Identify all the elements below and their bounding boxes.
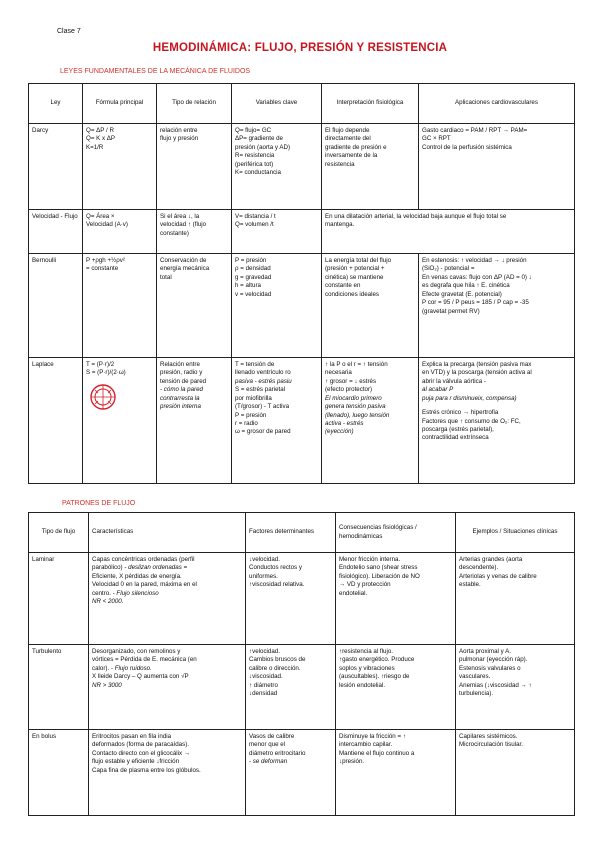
flow-patterns-table bbox=[28, 512, 575, 816]
merged-interpretation-cell: En una dilatación arterial, la velocidad baja aunque el flujo total se mantenga. bbox=[322, 210, 575, 254]
characteristics-cell: Capas concéntricas ordenadas (perfil parabólico) - deslizan ordenadas = Eficiente, X pérdidas de energía. Velocidad 0 en la pared, máxima en el centro. - Flujo silencioso NR < 2000. bbox=[89, 553, 246, 645]
applications-cell: Gasto cardiaco = PAM / RPT → PAM= GC × RPT Control de la perfusión sistémica bbox=[419, 124, 575, 210]
interpretation-cell: ↑ la P o el r = ↑ tensión necesaria ↑ grosor = ↓ estrés (efecto protector) El miocardio primero genera tensión pasiva (llenado), luego tensión activa - estrés (eyección) bbox=[322, 358, 419, 484]
law-name: Velocidad - Flujo bbox=[29, 210, 83, 254]
characteristics-cell: Eritrocitos pasan en fila india deformados (forma de paracaídas). Contacto directo con el glicocálix → flujo estable y eficiente ↓fricción Capa fina de plasma entre los glóbulos. bbox=[89, 730, 246, 816]
page-title: HEMODINÁMICA: FLUJO, PRESIÓN Y RESISTENCIA bbox=[152, 42, 448, 54]
law-name: Laplace bbox=[29, 358, 83, 484]
table-row bbox=[29, 124, 575, 210]
section-title-leyes: LEYES FUNDAMENTALES DE LA MECÁNICA DE FLUIDOS bbox=[60, 68, 251, 75]
table-row bbox=[29, 553, 575, 645]
applications-cell: En estenosis: ↑ velocidad → ↓ presión (SiO₂) - potencial = En venas cavas: flujo con ΔP (AD = 0) ↓ es degrafa que hila ↑ E. cinética Efecte gravetat (E. potencial) P cor = 95 / P peus = 185 / P cap = -35 (gravetat permet RV) bbox=[419, 254, 575, 358]
interpretation-cell: La energía total del flujo (presión + potencial + cinética) se mantiene constante en condiciones ideales bbox=[322, 254, 419, 358]
col-header: Consecuencias fisiológicas / hemodinámicas bbox=[336, 513, 456, 553]
col-header: Tipo de flujo bbox=[29, 513, 89, 553]
heart-sketch-icon bbox=[88, 382, 118, 412]
relation-cell: Si el área ↓, la velocidad ↑ (flujo constante) bbox=[157, 210, 232, 254]
col-header: Variables clave bbox=[232, 84, 322, 124]
col-header: Aplicaciones cardiovasculares bbox=[419, 84, 575, 124]
formula-cell: P +ρgh +½ρv² = constante bbox=[83, 254, 157, 358]
formula-cell: T = (P·r)/2 S = (P·r)/(2·ω) bbox=[83, 358, 157, 484]
section-title-patrones: PATRONES DE FLUJO bbox=[62, 500, 136, 507]
col-header: Interpretación fisiológica bbox=[322, 84, 419, 124]
consequences-cell: ↑resistencia al flujo. ↑gasto energético. Produce soplos y vibraciones (auscultables). ↑riesgo de lesión endotelial. bbox=[336, 645, 456, 730]
col-header: Características bbox=[89, 513, 246, 553]
variables-cell: Q= flujo= GC ΔP= gradiente de presión (aorta y AD) R= resistencia (periférica tot) K= conductancia bbox=[232, 124, 322, 210]
flow-type: Turbulento bbox=[29, 645, 89, 730]
examples-cell: Aorta proximal y A. pulmonar (eyección ráp). Estenosis valvulares o vasculares. Anemias (↓viscosidad → ↑ turbulencia). bbox=[456, 645, 575, 730]
table-row bbox=[29, 645, 575, 730]
table-header-row bbox=[29, 84, 575, 124]
relation-cell: relación entre flujo y presión bbox=[157, 124, 232, 210]
flow-type: En bolus bbox=[29, 730, 89, 816]
examples-cell: Capilares sistémicos. Microcirculación tisular. bbox=[456, 730, 575, 816]
col-header: Fórmula principal bbox=[83, 84, 157, 124]
relation-cell: Conservación de energía mecánica total bbox=[157, 254, 232, 358]
variables-cell: P = presión ρ = densidad g = gravedad h = altura v = velocidad bbox=[232, 254, 322, 358]
factors-cell: ↓velocidad. Conductos rectos y uniformes. ↑viscosidad relativa. bbox=[246, 553, 336, 645]
applications-cell: Explica la precarga (tensión pasiva max en VTD) y la poscarga (tensión activa al abrir la válvula aórtica - al acabar P puja para r disminueix, compensa) Estrés crónico → hipertrofia Factores que ↑ consumo de O₂: FC, poscarga (estrés parietal), contractilidad extrínseca bbox=[419, 358, 575, 484]
variables-cell: V= distancia / t Q= volumen /t bbox=[232, 210, 322, 254]
table-row bbox=[29, 254, 575, 358]
laws-table bbox=[28, 83, 575, 484]
flow-type: Laminar bbox=[29, 553, 89, 645]
table-row bbox=[29, 210, 575, 254]
col-header: Tipo de relación bbox=[157, 84, 232, 124]
col-header: Factores determinantes bbox=[246, 513, 336, 553]
table-row bbox=[29, 358, 575, 484]
table-row bbox=[29, 730, 575, 816]
factors-cell: Vasos de calibre menor que el diámetro eritrocitario - se deforman bbox=[246, 730, 336, 816]
characteristics-cell: Desorganizado, con remolinos y vórtices = Pérdida de E. mecánica (en calor). - Flujo ruidoso. X lleide Darcy – Q aumenta con √P NR > 3000 bbox=[89, 645, 246, 730]
law-name: Darcy bbox=[29, 124, 83, 210]
factors-cell: ↑velocidad. Cambios bruscos de calibre o dirección. ↓viscosidad. ↑ diámetro ↓densidad bbox=[246, 645, 336, 730]
variables-cell: T = tensión de llenado ventrículo ro pasiva - estrés pasiu S = estrés parietal por miofibrilla (T/grosor) - T activa P = presión r = radio ω = grosor de pared bbox=[232, 358, 322, 484]
class-label: Clase 7 bbox=[57, 28, 81, 35]
examples-cell: Arterias grandes (aorta descendente). Arteriolas y venas de calibre estable. bbox=[456, 553, 575, 645]
consequences-cell: Menor fricción interna. Endotelio sano (shear stress fisiológico). Liberación de NO → VD y protección endotelial. bbox=[336, 553, 456, 645]
col-header: Ley bbox=[29, 84, 83, 124]
law-name: Bernoulli bbox=[29, 254, 83, 358]
col-header: Ejemplos / Situaciones clínicas bbox=[456, 513, 575, 553]
interpretation-cell: El flujo depende directamente del gradiente de presión e inversamente de la resistencia bbox=[322, 124, 419, 210]
consequences-cell: Disminuye la fricción = ↑ intercambio capilar. Mantiene el flujo continuo a ↓presión. bbox=[336, 730, 456, 816]
formula-cell: Q= Área × Velocidad (A·v) bbox=[83, 210, 157, 254]
formula-cell: Q= ΔP / R Q= K x ΔP K=1/R bbox=[83, 124, 157, 210]
table-header-row bbox=[29, 513, 575, 553]
relation-cell: Relación entre presión, radio y tensión de pared - cómo la pared contrarresta la presión interna bbox=[157, 358, 232, 484]
